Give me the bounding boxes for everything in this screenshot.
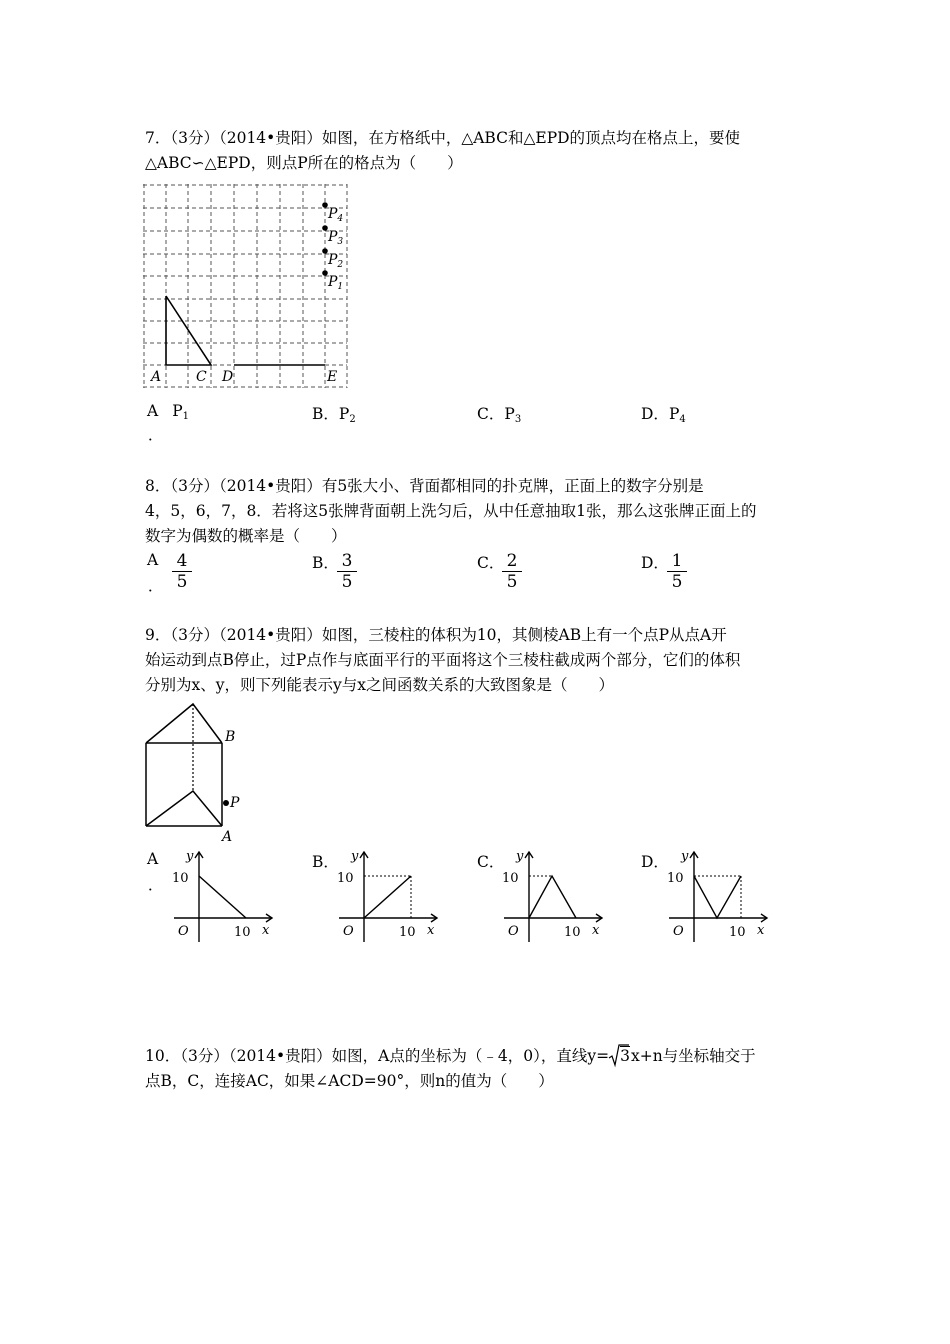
- q8-option-c-fraction: $\frac{2}{5}$: [502, 551, 522, 592]
- q8-option-b-fraction: $\frac{3}{5}$: [337, 551, 357, 592]
- point-p4: [322, 202, 328, 208]
- q9-text-line2: 始运动到点B停止，过P点作与底面平行的平面将这个三棱柱截成两个部分，它们的体积: [145, 651, 741, 669]
- q7-option-b[interactable]: B．$P_2$: [312, 405, 356, 425]
- q8-option-a-dot: ．: [148, 577, 164, 595]
- q7-text-line2: △ABC∽△EPD，则点P所在的格点为（ ）: [145, 154, 463, 172]
- svg-text:O: O: [508, 924, 519, 939]
- point-p3: [322, 225, 328, 231]
- q9-option-b[interactable]: B．: [312, 853, 339, 871]
- q7-option-a[interactable]: A $P_1$: [147, 402, 190, 422]
- svg-text:x: x: [592, 923, 600, 938]
- svg-text:x: x: [262, 923, 270, 938]
- svg-text:10: 10: [172, 871, 189, 886]
- point-p: [223, 800, 229, 806]
- q9-prism-figure: [140, 700, 250, 845]
- sqrt-expression: 3: [609, 1044, 630, 1069]
- q8-option-d-fraction: $\frac{1}{5}$: [667, 551, 687, 592]
- svg-text:10: 10: [729, 925, 746, 940]
- q9-text-line1: 9．（3分）（2014•贵阳）如图，三棱柱的体积为10，其侧棱AB上有一个点P从点A开: [145, 626, 727, 644]
- q9-option-d[interactable]: D．: [641, 853, 669, 871]
- label-p: P: [230, 795, 240, 811]
- svg-text:10: 10: [399, 925, 416, 940]
- q10-text-line1: 10．（3分）（2014•贵阳）如图，A点的坐标为（﹣4，0），直线y= 3x+n与坐标轴交于: [145, 1044, 756, 1069]
- label-a: A: [222, 829, 233, 845]
- svg-text:x: x: [757, 923, 765, 938]
- q9-option-a-dot: ．: [148, 876, 164, 894]
- svg-text:10: 10: [502, 871, 519, 886]
- svg-text:10: 10: [234, 925, 251, 940]
- q8-option-a[interactable]: A: [147, 551, 159, 569]
- q8-text-line3: 数字为偶数的概率是（ ）: [145, 527, 347, 545]
- svg-text:y: y: [186, 849, 194, 864]
- q7-text-line1: 7．（3分）（2014•贵阳）如图，在方格纸中，△ABC和△EPD的顶点均在格点上，要使: [145, 129, 741, 147]
- q7-option-a-dot: ．: [148, 426, 164, 444]
- label-p1: $P_1$: [328, 274, 344, 292]
- point-p2: [322, 248, 328, 254]
- q9-graph-b: [335, 846, 447, 946]
- svg-text:O: O: [343, 924, 354, 939]
- svg-text:10: 10: [667, 871, 684, 886]
- svg-text:y: y: [351, 849, 359, 864]
- svg-text:O: O: [673, 924, 684, 939]
- q9-graph-c: [500, 846, 612, 946]
- label-c: C: [196, 369, 207, 385]
- q7-option-d[interactable]: D．$P_4$: [641, 405, 686, 425]
- q9-text-line3: 分别为x、y，则下列能表示y与x之间函数关系的大致图象是（ ）: [145, 676, 614, 694]
- label-a: A: [151, 369, 162, 385]
- q9-graph-d: [665, 846, 777, 946]
- label-p4: $P_4$: [328, 206, 344, 224]
- label-e: E: [327, 369, 338, 385]
- q8-text-line1: 8．（3分）（2014•贵阳）有5张大小、背面都相同的扑克牌，正面上的数字分别是: [145, 477, 704, 495]
- label-b: B: [225, 729, 236, 745]
- svg-text:y: y: [516, 849, 524, 864]
- q8-option-d[interactable]: D．: [641, 554, 669, 572]
- svg-text:x: x: [427, 923, 435, 938]
- svg-text:10: 10: [564, 925, 581, 940]
- q8-option-c[interactable]: C．: [477, 554, 505, 572]
- q7-option-c[interactable]: C．$P_3$: [477, 405, 522, 425]
- q8-option-b[interactable]: B．: [312, 554, 339, 572]
- label-p3: $P_3$: [328, 229, 344, 247]
- q9-option-a[interactable]: A: [147, 850, 159, 868]
- q9-option-c[interactable]: C．: [477, 853, 505, 871]
- svg-text:O: O: [178, 924, 189, 939]
- q8-option-a-fraction: $\frac{4}{5}$: [172, 551, 192, 592]
- q7-grid-figure: [143, 184, 349, 389]
- point-p1: [322, 270, 328, 276]
- label-p2: $P_2$: [328, 252, 344, 270]
- q8-text-line2: 4，5，6，7，8．若将这5张牌背面朝上洗匀后，从中任意抽取1张，那么这张牌正面上的: [145, 502, 757, 520]
- q10-text-line2: 点B，C，连接AC，如果∠ACD=90°，则n的值为（ ）: [145, 1072, 554, 1090]
- svg-text:10: 10: [337, 871, 354, 886]
- label-d: D: [222, 369, 234, 385]
- svg-text:y: y: [681, 849, 689, 864]
- q9-graph-a: [170, 846, 282, 946]
